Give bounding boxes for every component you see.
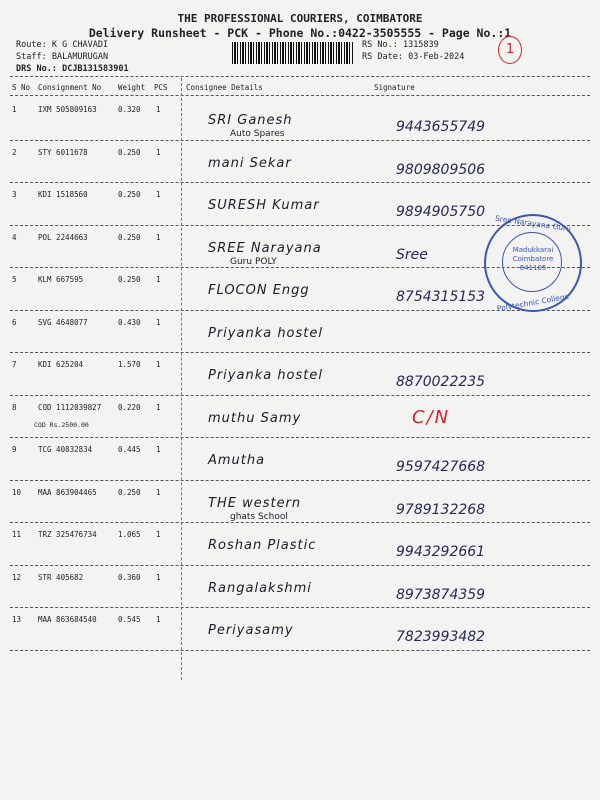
row-consignment-no: STR 405682 — [38, 572, 84, 582]
row-pcs: 1 — [156, 402, 161, 412]
row-consignment-no: COD 1112039827 — [38, 402, 102, 412]
row-weight: 0.445 — [118, 445, 141, 454]
drs-line: DRS No.: DCJB131583901 — [16, 64, 129, 74]
page-number-mark: 1 — [498, 36, 522, 64]
staff-value: BALAMURUGAN — [51, 52, 109, 62]
col-header-consignee: Consignee Details — [186, 83, 263, 92]
row-weight: 0.250 — [118, 275, 141, 284]
row-consignment-no: MAA 863904465 — [38, 487, 97, 497]
row-consignee-name: SURESH Kumar — [208, 198, 320, 213]
row-sno: 13 — [12, 615, 22, 624]
row-signature-phone: 9943292661 — [396, 544, 486, 560]
column-divider — [181, 78, 182, 680]
row-divider — [10, 395, 590, 396]
row-sno: 11 — [12, 530, 22, 539]
row-consignment-no: KDI 1518560 — [38, 190, 88, 199]
row-pcs: 1 — [156, 615, 161, 624]
row-pcs: 1 — [156, 147, 161, 157]
row-consignee-name: Amutha — [208, 453, 266, 468]
row-sno: 6 — [12, 317, 17, 327]
row-pcs: 1 — [156, 572, 161, 582]
row-signature-phone: 9443655749 — [396, 119, 486, 135]
col-header-weight: Weight — [118, 83, 146, 92]
row-sno: 4 — [12, 232, 17, 242]
stamp-top-text: Sree Narayana Guru — [494, 213, 572, 234]
row-sno: 9 — [12, 445, 17, 454]
row-weight: 0.220 — [118, 402, 141, 412]
row-consignee-name-line2: Auto Spares — [230, 129, 285, 139]
row-consignment-no: TCG 40832834 — [38, 445, 93, 454]
table-top-rule — [10, 76, 590, 77]
institution-stamp — [484, 214, 582, 312]
row-signature-mark: C/N — [412, 406, 451, 428]
row-consignee-name: THE western — [208, 495, 302, 511]
route-value: K G CHAVADI — [51, 40, 109, 50]
drs-value: DCJB131583901 — [62, 64, 129, 74]
staff-line: Staff: BALAMURUGAN — [16, 52, 109, 62]
row-weight: 0.250 — [118, 147, 141, 157]
stamp-bottom-text: Polytechnic College — [496, 291, 570, 314]
row-pcs: 1 — [156, 360, 161, 369]
row-consignment-no: IXM 505809163 — [38, 105, 97, 114]
row-sno: 8 — [12, 402, 17, 412]
row-divider — [10, 607, 590, 608]
row-signature-phone: 8754315153 — [396, 289, 486, 305]
row-weight: 0.250 — [118, 232, 141, 242]
row-cod-note: COD Rs.2500.00 — [34, 420, 89, 429]
row-signature-phone: 9597427668 — [396, 459, 486, 475]
row-consignment-no: SVG 4648077 — [38, 317, 88, 327]
row-pcs: 1 — [156, 190, 161, 199]
row-divider — [10, 565, 590, 566]
row-pcs: 1 — [156, 530, 161, 539]
row-consignment-no: STY 6011678 — [38, 147, 88, 157]
col-header-signature: Signature — [374, 83, 415, 92]
barcode — [232, 42, 354, 64]
row-sno: 2 — [12, 147, 17, 157]
row-divider — [10, 182, 590, 183]
rs-date-line: RS Date: 03-Feb-2024 — [362, 52, 465, 62]
row-weight: 1.065 — [118, 530, 141, 539]
row-weight: 0.360 — [118, 572, 141, 582]
row-consignee-name: mani Sekar — [208, 155, 292, 171]
row-weight: 0.545 — [118, 615, 141, 624]
runsheet-subtitle: Delivery Runsheet - PCK - Phone No.:0422-3505555 - Page No.:1 — [88, 26, 512, 40]
row-weight: 0.430 — [118, 317, 141, 327]
route-line: Route: K G CHAVADI — [16, 40, 109, 50]
row-consignee-name-line2: Guru POLY — [230, 256, 277, 267]
row-consignee-name-line2: ghats School — [230, 511, 288, 522]
company-title: THE PROFESSIONAL COURIERS, COIMBATORE — [177, 12, 423, 25]
header-bottom-rule — [10, 95, 590, 96]
rs-no-line: RS No.: 1315839 — [362, 40, 439, 50]
row-sno: 5 — [12, 275, 17, 284]
stamp-line1: Madukkarai — [512, 246, 554, 254]
row-divider — [10, 140, 590, 141]
row-consignment-no: KDI 625204 — [38, 360, 84, 369]
col-header-pcs: PCS — [154, 83, 168, 92]
row-consignee-name: SREE Narayana — [208, 240, 322, 256]
row-consignee-name: Priyanka hostel — [208, 325, 323, 341]
row-consignment-no: POL 2244663 — [38, 232, 88, 242]
row-pcs: 1 — [156, 445, 161, 454]
col-header-sno: S No — [12, 83, 31, 92]
row-divider — [10, 650, 590, 651]
row-sno: 1 — [12, 105, 17, 114]
row-signature-phone: 9789132268 — [396, 501, 486, 518]
row-weight: 1.570 — [118, 360, 141, 369]
row-divider — [10, 352, 590, 353]
stamp-line3: 641105 — [519, 264, 547, 272]
row-signature-phone: Sree — [396, 246, 428, 263]
row-weight: 0.250 — [118, 487, 141, 497]
row-consignee-name: Periyasamy — [208, 623, 294, 638]
row-consignment-no: MAA 863684540 — [38, 615, 97, 624]
row-weight: 0.250 — [118, 190, 141, 199]
rs-no-value: 1315839 — [402, 40, 439, 50]
row-sno: 12 — [12, 572, 22, 582]
row-signature-phone: 9809809506 — [396, 161, 486, 178]
row-sno: 10 — [12, 487, 22, 497]
row-consignee-name: SRI Ganesh — [208, 113, 293, 128]
row-pcs: 1 — [156, 232, 161, 242]
row-consignee-name: Priyanka hostel — [208, 368, 323, 383]
row-sno: 3 — [12, 190, 17, 199]
row-pcs: 1 — [156, 317, 161, 327]
row-signature-phone: 9894905750 — [396, 204, 486, 220]
row-pcs: 1 — [156, 105, 161, 114]
row-signature-phone: 8870022235 — [396, 374, 486, 390]
row-consignee-name: FLOCON Engg — [208, 283, 310, 298]
row-divider — [10, 522, 590, 523]
col-header-consignment: Consignment No — [38, 83, 102, 92]
row-sno: 7 — [12, 360, 17, 369]
row-pcs: 1 — [156, 487, 161, 497]
row-pcs: 1 — [156, 275, 161, 284]
row-consignee-name: muthu Samy — [208, 410, 302, 426]
row-consignee-name: Rangalakshmi — [208, 580, 312, 596]
stamp-line2: Coimbatore — [512, 255, 554, 263]
row-divider — [10, 480, 590, 481]
row-weight: 0.320 — [118, 105, 141, 114]
row-signature-phone: 8973874359 — [396, 586, 486, 603]
row-signature-phone: 7823993482 — [396, 629, 486, 645]
row-consignee-name: Roshan Plastic — [208, 538, 317, 553]
row-divider — [10, 437, 590, 438]
row-consignment-no: TRZ 325476734 — [38, 530, 97, 539]
row-consignment-no: KLM 667595 — [38, 275, 84, 284]
rs-date-value: 03-Feb-2024 — [408, 52, 465, 62]
